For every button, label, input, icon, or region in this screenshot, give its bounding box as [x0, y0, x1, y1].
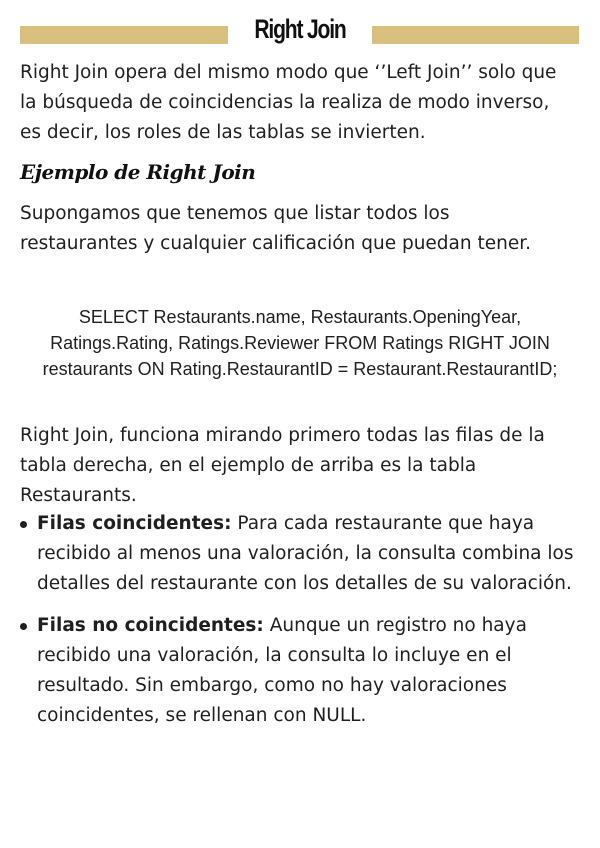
- bullet-dot: [20, 623, 27, 630]
- explanation-paragraph: Right Join, funciona mirando primero todas las filas de la tabla derecha, en el ejemplo de arriba es la tabla Restaurants.: [20, 425, 545, 506]
- example-paragraph: Supongamos que tenemos que listar todos los restaurantes y cualquier calificación que puedan tener.: [20, 203, 532, 254]
- title-decoration-right: [372, 26, 579, 44]
- list-item: [0, 611, 600, 731]
- bullet-list: [0, 509, 600, 743]
- bullet-term: Filas coincidentes:: [37, 513, 232, 534]
- list-item: [0, 509, 600, 599]
- sql-code-block: SELECT Restaurants.name, Restaurants.OpeningYear, Ratings.Rating, Ratings.Reviewer FROM Ratings RIGHT JOIN restaurants ON Rating.RestaurantID = Restaurant.RestaurantID;: [42, 307, 558, 379]
- bullet-text: Aunque un registro no haya recibido una valoración, la consulta lo incluye en el resultado. Sin embargo, como no hay valoraciones coincidentes, se rellenan con NULL.: [37, 615, 527, 726]
- bullet-dot: [20, 521, 27, 528]
- example-heading: Ejemplo de Right Join: [20, 160, 256, 184]
- bullet-term: Filas no coincidentes:: [37, 615, 264, 636]
- intro-paragraph: Right Join opera del mismo modo que ‘’Left Join’’ solo que la búsqueda de coincidencias la realiza de modo inverso, es decir, los roles de las tablas se invierten.: [20, 62, 557, 143]
- title-decoration-left: [20, 26, 228, 44]
- page-title: Right Join: [254, 14, 346, 44]
- title-row: [0, 12, 600, 52]
- bullet-text: Para cada restaurante que haya recibido al menos una valoración, la consulta combina los detalles del restaurante con los detalles de su valoración.: [37, 513, 574, 594]
